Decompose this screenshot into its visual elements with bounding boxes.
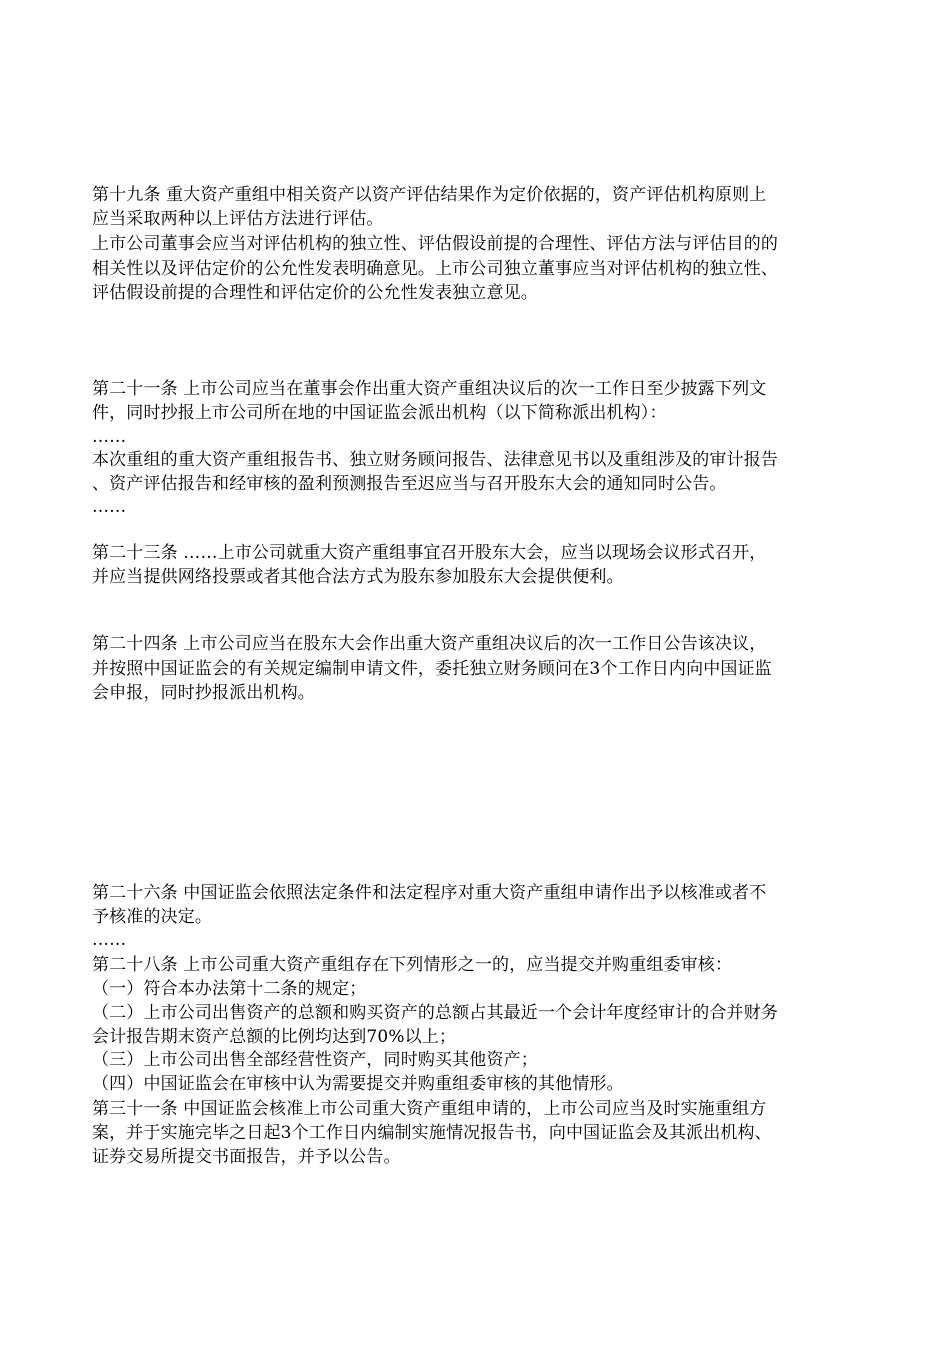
article-31-line-1: 第三十一条 中国证监会核准上市公司重大资产重组申请的，上市公司应当及时实施重组方 [92, 1099, 767, 1119]
article-21-para2-line-1: 本次重组的重大资产重组报告书、独立财务顾问报告、法律意见书以及重组涉及的审计报告 [92, 450, 778, 470]
article-28-line-1: 第二十八条 上市公司重大资产重组存在下列情形之一的，应当提交并购重组委审核： [92, 955, 733, 975]
article-19-para2-line-3: 评估假设前提的合理性和评估定价的公允性发表独立意见。 [92, 283, 538, 303]
article-19-line-2: 应当采取两种以上评估方法进行评估。 [92, 209, 384, 229]
article-24-line-3: 会申报，同时抄报派出机构。 [92, 683, 315, 703]
article-24-line-1: 第二十四条 上市公司应当在股东大会作出重大资产重组决议后的次一工作日公告该决议， [92, 634, 767, 654]
article-28-item-2-line-1: （二）上市公司出售资产的总额和购买资产的总额占其最近一个会计年度经审计的合并财务 [92, 1003, 778, 1023]
ellipsis-line: …… [92, 427, 127, 447]
ellipsis-line: …… [92, 497, 127, 517]
article-21-line-1: 第二十一条 上市公司应当在董事会作出重大资产重组决议后的次一工作日至少披露下列文 [92, 379, 767, 399]
article-26-line-2: 予核准的决定。 [92, 907, 213, 927]
article-28-item-3: （三）上市公司出售全部经营性资产，同时购买其他资产； [92, 1050, 538, 1070]
article-23-line-1: 第二十三条 ……上市公司就重大资产重组事宜召开股东大会，应当以现场会议形式召开， [92, 543, 767, 563]
article-28-item-4: （四）中国证监会在审核中认为需要提交并购重组委审核的其他情形。 [92, 1074, 624, 1094]
article-21-line-2: 件，同时抄报上市公司所在地的中国证监会派出机构（以下简称派出机构）： [92, 403, 667, 423]
article-21-para2-line-2: 、资产评估报告和经审核的盈利预测报告至迟应当与召开股东大会的通知同时公告。 [92, 474, 727, 494]
ellipsis-line: …… [92, 930, 127, 950]
article-28-item-2-line-2: 会计报告期末资产总额的比例均达到70%以上； [92, 1027, 457, 1047]
article-19-para2-line-1: 上市公司董事会应当对评估机构的独立性、评估假设前提的合理性、评估方法与评估目的的 [92, 234, 778, 254]
article-31-line-2: 案，并于实施完毕之日起3个工作日内编制实施情况报告书，向中国证监会及其派出机构、 [92, 1123, 772, 1143]
article-19-line-1: 第十九条 重大资产重组中相关资产以资产评估结果作为定价依据的，资产评估机构原则上 [92, 185, 767, 205]
article-23-line-2: 并应当提供网络投票或者其他合法方式为股东参加股东大会提供便利。 [92, 567, 624, 587]
article-28-item-1: （一）符合本办法第十二条的规定； [92, 979, 367, 999]
article-19-para2-line-2: 相关性以及评估定价的公允性发表明确意见。上市公司独立董事应当对评估机构的独立性、 [92, 259, 778, 279]
article-31-line-3: 证券交易所提交书面报告，并予以公告。 [92, 1147, 401, 1167]
article-26-line-1: 第二十六条 中国证监会依照法定条件和法定程序对重大资产重组申请作出予以核准或者不 [92, 883, 767, 903]
article-24-line-2: 并按照中国证监会的有关规定编制申请文件，委托独立财务顾问在3个工作日内向中国证监 [92, 659, 772, 679]
